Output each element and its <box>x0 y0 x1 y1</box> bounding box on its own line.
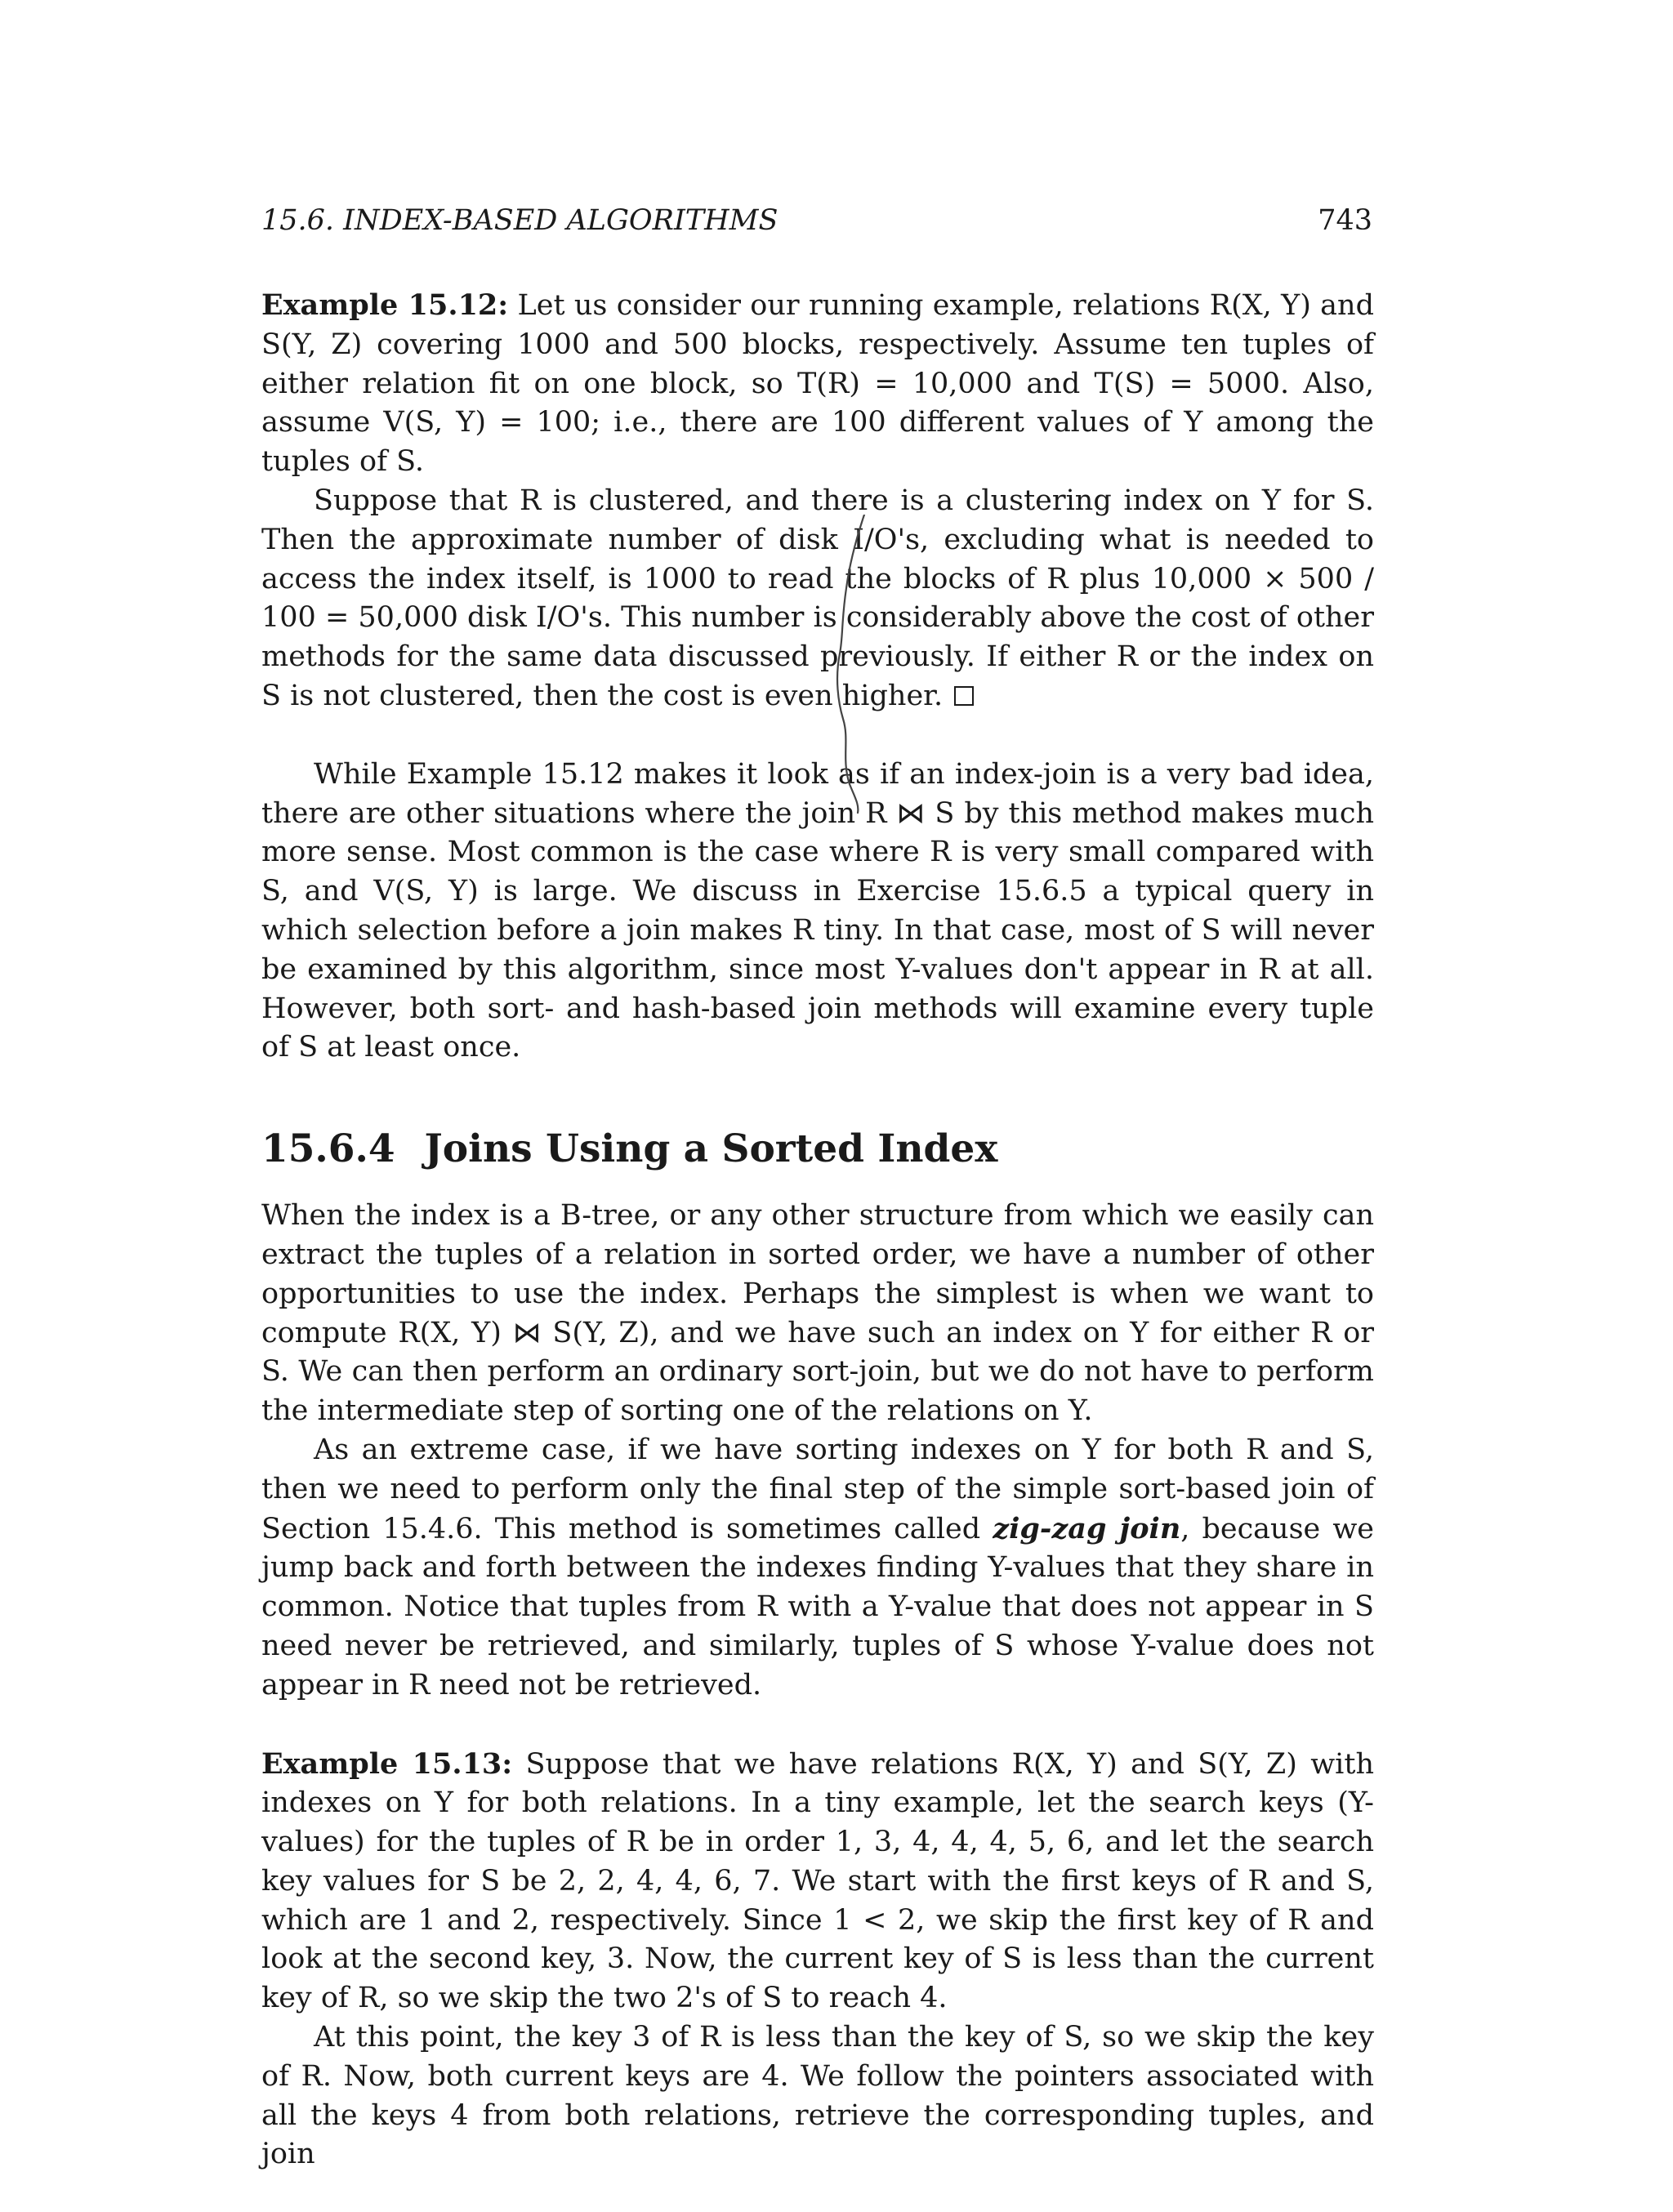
example-15-12-text-2: Suppose that R is clustered, and there is a clustering index on Y for S. Then the approximate number of disk I/O's, excluding what is needed to access the index itself, is 1000 to read the blocks of R plus 10,000 × 500 / 100 = 50,000 disk I/O's. This number is considerably above the cost of other methods for the same data discussed previously. If either R or the index on S is not clustered, then the cost is even higher. <box>261 484 1374 712</box>
example-15-13-paragraph <box>261 1745 1374 2019</box>
section-paragraph-1: When the index is a B-tree, or any other structure from which we easily can extract the tuples of a relation in sorted order, we have a number of other opportunities to use the index. Perhaps the simplest is when we want to compute R(X, Y) ⋈ S(Y, Z), and we have such an index on Y for either R or S. We can then perform an ordinary sort-join, but we do not have to perform the intermediate step of sorting one of the relations on Y. <box>261 1199 1374 1428</box>
end-of-example-box-icon <box>954 686 974 706</box>
section-heading <box>261 1125 1374 1174</box>
page-number: 743 <box>1318 204 1372 237</box>
example-15-12-paragraph <box>261 286 1374 482</box>
example-15-12-paragraph-2 <box>261 482 1374 716</box>
section-paragraph-2 <box>261 1431 1374 1706</box>
example-15-13-label: Example 15.13: <box>261 1746 513 1781</box>
section-number: 15.6.4 <box>261 1126 395 1172</box>
page-body <box>261 286 1374 2174</box>
example-15-13-text: Suppose that we have relations R(X, Y) and S(Y, Z) with indexes on Y for both relations. In a tiny example, let the search keys (Y-values) for the tuples of R be in order 1, 3, 4, 4, 4, 5, 6, and let the search key values for S be 2, 2, 4, 4, 6, 7. We start with the first keys of R and S, which are 1 and 2, respectively. Since 1 < 2, we skip the first key of R and look at the second key, 3. Now, the current key of S is less than the current key of R, so we skip the two 2's of S to reach 4. <box>261 1747 1374 2015</box>
index-join-discussion-paragraph: While Example 15.12 makes it look as if an index-join is a very bad idea, there are other situations where the join R ⋈ S by this method makes much more sense. Most common is the case where R is very small compared with S, and V(S, Y) is large. We discuss in Exercise 15.6.5 a typical query in which selection before a join makes R tiny. In that case, most of S will never be examined by this algorithm, since most Y-values don't appear in R at all. However, both sort- and hash-based join methods will examine every tuple of S at least once. <box>261 757 1374 1064</box>
example-15-13-paragraph-2: At this point, the key 3 of R is less than the key of S, so we skip the key of R. Now, both current keys are 4. We follow the pointers associated with all the keys 4 from both relations, retrieve the corresponding tuples, and join <box>261 2021 1374 2171</box>
pencil-annotation-mark <box>825 515 874 841</box>
running-head-title: 15.6. INDEX-BASED ALGORITHMS <box>261 204 779 237</box>
example-15-12-text: Let us consider our running example, relations R(X, Y) and S(Y, Z) covering 1000 and 500 blocks, respectively. Assume ten tuples of either relation fit on one block, so T(R) = 10,000 and T(S) = 5000. Also, assume V(S, Y) = 100; i.e., there are 100 different values of Y among the tuples of S. <box>261 289 1374 479</box>
section-paragraph-2-after: , because we jump back and forth between the indexes finding Y-values that they share in common. Notice that tuples from R with a Y-value that does not appear in S need never be retrieved, and similarly, tuples of S whose Y-value does not appear in R need not be retrieved. <box>261 1512 1374 1701</box>
section-paragraph-2-before: As an extreme case, if we have sorting indexes on Y for both R and S, then we need to perform only the final step of the simple sort-based join of Section 15.4.6. This method is sometimes called <box>261 1433 1374 1545</box>
section-title: Joins Using a Sorted Index <box>424 1126 998 1172</box>
running-header <box>261 204 1372 237</box>
example-15-12-label: Example 15.12: <box>261 288 509 322</box>
zig-zag-join-term: zig-zag join <box>993 1511 1181 1545</box>
